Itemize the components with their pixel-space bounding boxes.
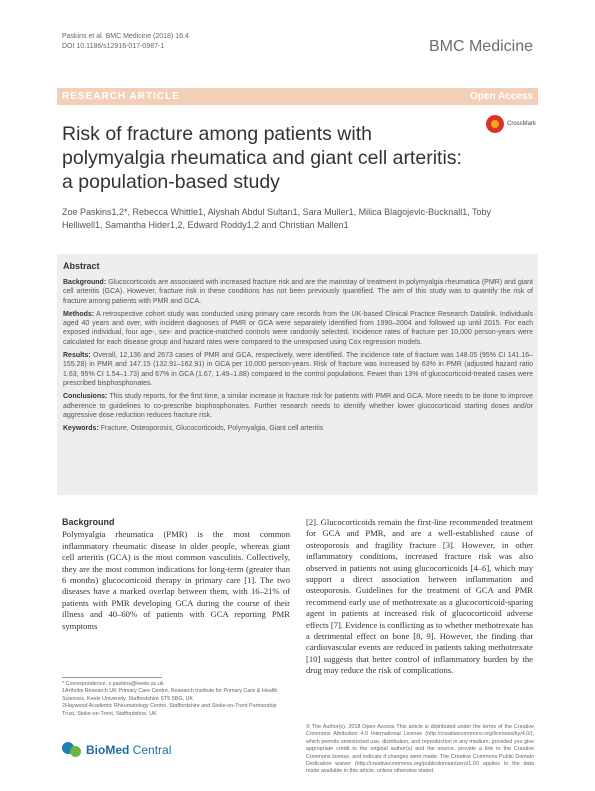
open-access-label: Open Access [470, 91, 533, 102]
crossmark-button[interactable] [486, 115, 536, 133]
logo-bold-part: BioMed [86, 743, 130, 757]
biomed-central-icon [62, 740, 82, 760]
logo-rest-part: Central [129, 743, 172, 757]
abstract-methods [63, 310, 533, 347]
abstract-methods-label: Methods: [63, 310, 95, 318]
article-title: Risk of fracture among patients with polymyalgia rheumatica and giant cell arteritis: a population-based study [62, 123, 462, 193]
abstract-keywords [63, 424, 533, 433]
abstract-results-label: Results: [63, 352, 91, 360]
abstract-results [63, 351, 533, 388]
body-column-right [306, 517, 533, 677]
abstract-methods-text: A retrospective cohort study was conducted using primary care records from the UK-based Clinical Practice Research Datalink. Individuals aged 40 years and over, with incident diagnoses of PMR or GCA were separately identified from 1990–2004 and followed up until 2015. For each exposed individual, four age-, sex- and practice-matched controls were randomly selected. Incidence rates of fracture per 10,000 person-years were calculated for each disease group and hazard rates were compared to the unexposed using Cox regression models. [63, 310, 533, 346]
article-type-label: RESEARCH ARTICLE [62, 91, 180, 102]
keywords-text: Fracture, Osteoporosis, Glucocorticoids, Polymyalgia, Giant cell arteritis [100, 425, 324, 433]
keywords-label: Keywords: [63, 425, 99, 433]
abstract-conclusions [63, 392, 533, 420]
abstract-body [63, 278, 533, 437]
body-paragraph: Polymyalgia rheumatica (PMR) is the most common inflammatory rheumatic disease in older people, whereas giant cell arteritis (GCA) is the most common vasculitis. Collectively, they are the most common indications for long-term (greater than 6 months) glucocorticoid therapy in primary care [1]. The two diseases have a marked overlap between them, with 16–21% of patients with PMR developing GCA during the course of their illness and 40–60% of patients with GCA reporting PMR symptoms [62, 529, 290, 631]
correspondence-note: * Correspondence: z.paskins@keele.ac.uk [62, 681, 164, 687]
abstract-background-label: Background: [63, 279, 107, 286]
biomed-central-wordmark [86, 743, 171, 757]
citation-header [62, 32, 189, 51]
body-column-left [62, 517, 290, 632]
crossmark-icon [486, 115, 504, 133]
abstract-background [63, 278, 533, 306]
abstract-conclusions-label: Conclusions: [63, 393, 108, 401]
doi-line[interactable]: DOI 10.1186/s12916-017-0987-1 [62, 42, 165, 50]
affiliation-2: 2Haywood Academic Rheumatology Centre, Staffordshire and Stoke-on-Trent Partnership Trust, Stoke-on-Trent, Staffordshire, UK [62, 703, 277, 717]
abstract-heading: Abstract [63, 261, 100, 271]
abstract-conclusions-text: This study reports, for the first time, a similar increase in fracture risk for patients with PMR and GCA. More needs to be done to improve adherence to guidelines to co-prescribe bisphosphonates. Further research needs to identify whether lower glucocorticoid starting doses and/or aggressive dose reduction reduces fracture risk. [63, 393, 533, 419]
section-heading-background: Background [62, 517, 115, 527]
license-statement: © The Author(s). 2018 Open Access This article is distributed under the terms of the Creative Commons Attribution 4.0 International License (http://creativecommons.org/licenses/by/4.0/), which permits unrestricted use, distribution, and reproduction in any medium, provided you give appropriate credit to the original author(s) and the source, provide a link to the Creative Commons license, and indicate if changes were made. The Creative Commons Public Domain Dedication waiver (http://creativecommons.org/publicdomain/zero/1.0/) applies to the data made available in this article, unless otherwise stated. [306, 724, 534, 775]
biomed-central-logo[interactable] [62, 740, 171, 760]
journal-name[interactable]: BMC Medicine [428, 38, 533, 55]
affiliation-1: 1Arthritis Research UK Primary Care Centre, Research Institute for Primary Care & Health Sciences, Keele University, Staffordshire ST5 5BG, UK [62, 688, 278, 702]
author-list: Zoe Paskins1,2*, Rebecca Whittle1, Alyshah Abdul Sultan1, Sara Muller1, Milica Blagojevic-Bucknall1, Toby Helliwell1, Samantha Hider1,2, Edward Roddy1,2 and Christian Mallen1 [62, 207, 492, 230]
footnote-divider [62, 677, 162, 678]
citation-line: Paskins et al. BMC Medicine (2018) 16:4 [62, 33, 189, 40]
abstract-background-text: Glucocorticoids are associated with increased fracture risk and are the mainstay of treatment in polymyalgia rheumatica (PMR) and giant cell arteritis (GCA). However, fracture risk in these conditions has not been previously quantified. The aim of this study was to quantify the risk of fracture among patients with PMR and GCA. [63, 279, 534, 305]
footnotes [62, 681, 290, 718]
abstract-results-text: Overall, 12,136 and 2673 cases of PMR and GCA, respectively, were identified. The incidence rate of fracture was 148.05 (95% CI 141.16–155.28) in PMR and 147.15 (132.91–162.91) in GCA per 10,000 person-years. Risk of fracture was increased by 63% in PMR (adjusted hazard ratio 1.63, 95% CI 1.54–1.73) and 67% in GCA (1.67, 1.49–1.88) compared to the control populations. Fewer than 13% of glucocorticoid-treated cases were prescribed bisphosphonates. [63, 352, 533, 387]
body-paragraph: [2]. Glucocorticoids remain the first-line recommended treatment for GCA and PMR, and are a well-established cause of osteoporosis and fragility fracture [3]. However, in other inflammatory conditions, increased fracture risk was also observed in patients not using glucocorticoids [4–6], which may support a direct association between inflammation and osteoporosis. Guidelines for the treatment of GCA and PMR recommend early use of methotrexate as a glucocorticoid-sparing agent in patients at increased risk of glucocorticoid adverse effects [7]. Evidence is conflicting as to whether methotrexate has a detrimental effect on bone [8, 9]. However, the finding that cardiovascular events are reduced in patients taking methotrexate [10] suggests that better control of inflammatory burden by the drug may reduce the risk of complications. [306, 517, 534, 676]
crossmark-label: CrossMark [507, 121, 537, 127]
